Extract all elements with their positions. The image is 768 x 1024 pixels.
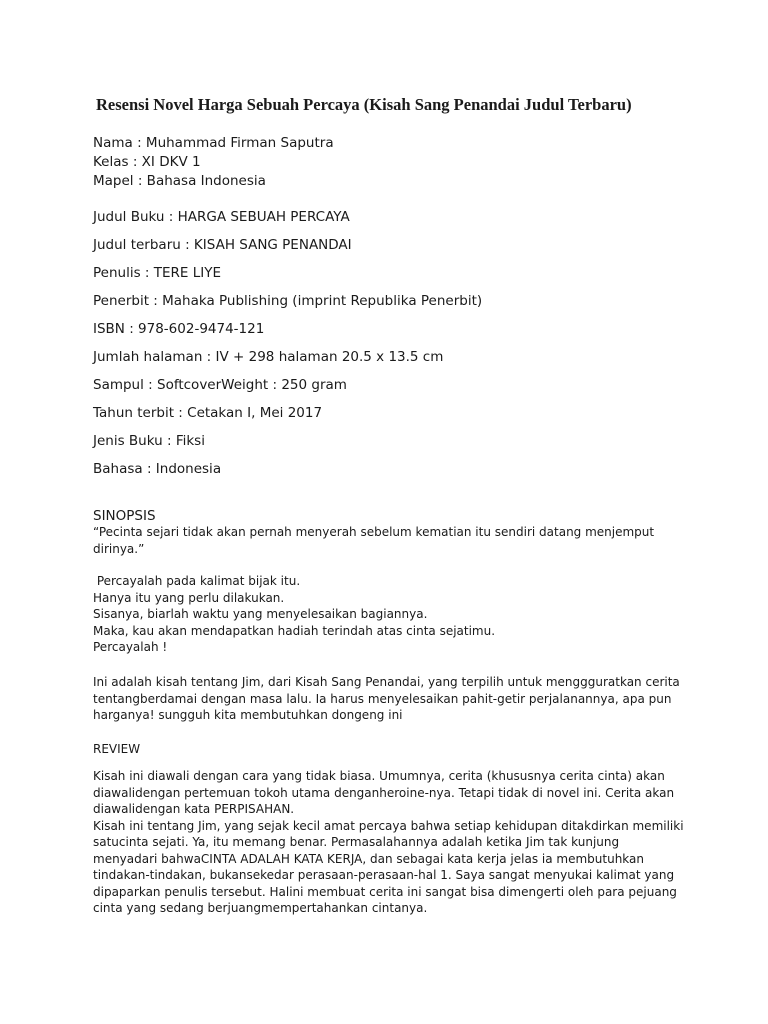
review-body [93, 768, 683, 917]
book-info-isbn: ISBN : 978-602-9474-121 [93, 321, 265, 337]
review-line: diawalidengan pertemuan tokoh utama denganheroine-nya. Tetapi tidak di novel ini. Cerita akan [93, 785, 675, 800]
review-line: tindakan-tindakan, bukansekedar perasaan-perasaan-hal 1. Saya sangat menyukai kalimat yang [93, 868, 675, 882]
book-info-author: Penulis : TERE LIYE [93, 265, 221, 281]
book-info-language: Bahasa : Indonesia [93, 461, 222, 477]
student-info [93, 134, 693, 191]
book-info-publisher: Penerbit : Mahaka Publishing (imprint Republika Penerbit) [93, 293, 483, 309]
review-line: satucinta sejati. Ya, itu memang benar. Permasalahannya adalah ketika Jim tak kunjung [93, 835, 620, 849]
document-title: Resensi Novel Harga Sebuah Percaya (Kisah Sang Penandai Judul Terbaru) [96, 95, 632, 114]
review-line: cinta yang sedang berjuangmempertahankan cintanya. [93, 901, 428, 915]
review-line: Kisah ini tentang Jim, yang sejak kecil amat percaya bahwa setiap kehidupan ditakdirkan memiliki [93, 818, 684, 833]
summary-line: harganya! sungguh kita membutuhkan dongeng ini [93, 708, 403, 722]
sinopsis-quote [93, 524, 683, 557]
book-info-title: Judul Buku : HARGA SEBUAH PERCAYA [93, 209, 350, 225]
student-name: Nama : Muhammad Firman Saputra [93, 135, 334, 151]
quote-line: “Pecinta sejari tidak akan pernah menyerah sebelum kematian itu sendiri datang menjemput [93, 525, 655, 539]
quote-line: dirinya.” [93, 541, 145, 556]
book-info-year: Tahun terbit : Cetakan I, Mei 2017 [93, 405, 323, 421]
sinopsis-summary [93, 674, 683, 724]
review-line: Kisah ini diawali dengan cara yang tidak biasa. Umumnya, cerita (khususnya cerita cinta) akan [93, 769, 665, 783]
review-heading: REVIEW [93, 742, 141, 756]
review-line: dipaparkan penulis tersebut. Halini membuat cerita ini sangat bisa dimengerti oleh para pejuang [93, 884, 677, 899]
student-class: Kelas : XI DKV 1 [93, 154, 201, 170]
review-line: diawalidengan kata PERPISAHAN. [93, 802, 295, 816]
book-info-pages: Jumlah halaman : IV + 298 halaman 20.5 x 13.5 cm [93, 349, 444, 365]
verse-line: Percayalah pada kalimat bijak itu. [93, 574, 301, 588]
summary-line: Ini adalah kisah tentang Jim, dari Kisah Sang Penandai, yang terpilih untuk menggguratkan cerita [93, 675, 680, 689]
review-line: menyadari bahwaCINTA ADALAH KATA KERJA, dan sebagai kata kerja jelas ia membutuhkan [93, 851, 645, 866]
verse-line: Maka, kau akan mendapatkan hadiah terindah atas cinta sejatimu. [93, 623, 496, 638]
verse-line: Hanya itu yang perlu dilakukan. [93, 590, 285, 605]
student-subject: Mapel : Bahasa Indonesia [93, 173, 266, 189]
sinopsis-verse [93, 573, 683, 656]
verse-line: Percayalah ! [93, 640, 168, 654]
book-info-new-title: Judul terbaru : KISAH SANG PENANDAI [93, 237, 352, 253]
book-info-cover: Sampul : SoftcoverWeight : 250 gram [93, 377, 347, 393]
sinopsis-heading: SINOPSIS [93, 508, 156, 524]
verse-line: Sisanya, biarlah waktu yang menyelesaikan bagiannya. [93, 607, 428, 621]
summary-line: tentangberdamai dengan masa lalu. Ia harus menyelesaikan pahit-getir perjalanannya, apa pun [93, 691, 672, 706]
book-info-genre: Jenis Buku : Fiksi [93, 433, 205, 449]
